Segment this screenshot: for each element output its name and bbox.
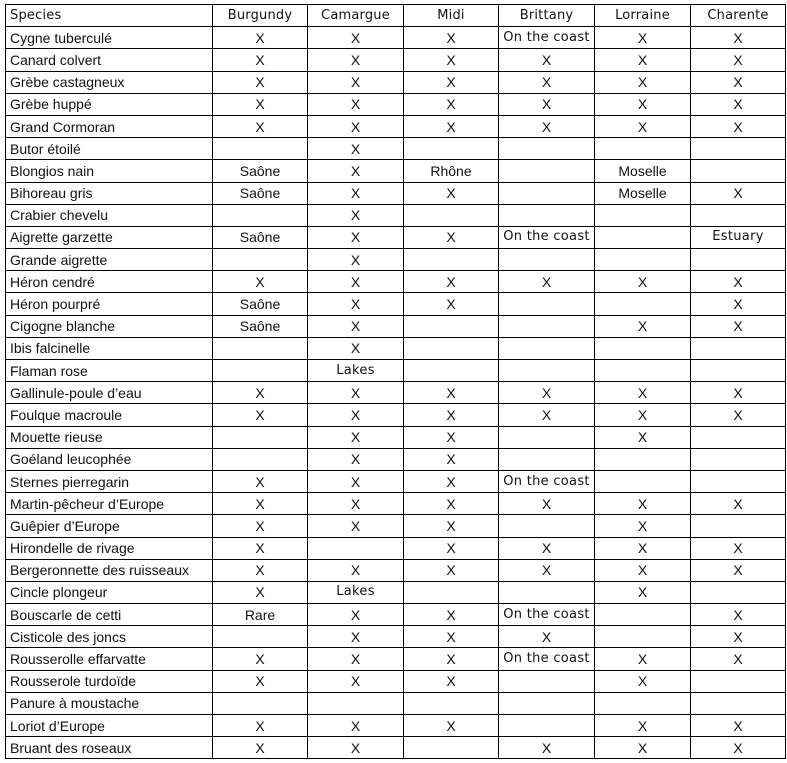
- presence-cell-camargue: X: [308, 448, 404, 470]
- presence-cell-camargue: X: [308, 337, 404, 359]
- presence-cell-burgundy: X: [213, 715, 308, 737]
- presence-cell-brittany: On the coast: [499, 226, 595, 248]
- presence-cell-midi: X: [404, 226, 499, 248]
- presence-cell-charente: [691, 160, 786, 182]
- presence-cell-camargue: X: [308, 670, 404, 692]
- presence-cell-burgundy: X: [213, 271, 308, 293]
- species-name-cell: Héron cendré: [6, 271, 213, 293]
- presence-cell-charente: X: [691, 27, 786, 49]
- presence-cell-charente: [691, 249, 786, 271]
- presence-cell-camargue: [308, 692, 404, 714]
- presence-cell-midi: X: [404, 404, 499, 426]
- presence-cell-camargue: X: [308, 648, 404, 670]
- presence-cell-lorraine: X: [595, 382, 691, 404]
- table-row: [6, 293, 786, 315]
- presence-cell-midi: [404, 138, 499, 160]
- presence-cell-camargue: X: [308, 160, 404, 182]
- presence-cell-burgundy: [213, 337, 308, 359]
- presence-cell-midi: X: [404, 382, 499, 404]
- presence-cell-charente: X: [691, 648, 786, 670]
- species-name-cell: Butor étoilé: [6, 138, 213, 160]
- presence-cell-brittany: On the coast: [499, 648, 595, 670]
- presence-cell-brittany: [499, 448, 595, 470]
- species-name-cell: Grèbe huppé: [6, 93, 213, 115]
- presence-cell-charente: X: [691, 49, 786, 71]
- presence-cell-midi: X: [404, 515, 499, 537]
- species-name-cell: Cincle plongeur: [6, 581, 213, 603]
- presence-cell-midi: [404, 315, 499, 337]
- presence-cell-charente: X: [691, 537, 786, 559]
- table-row: [6, 404, 786, 426]
- presence-cell-burgundy: X: [213, 537, 308, 559]
- presence-cell-lorraine: X: [595, 715, 691, 737]
- column-header-charente: Charente: [691, 5, 786, 27]
- presence-cell-lorraine: X: [595, 581, 691, 603]
- presence-cell-lorraine: [595, 204, 691, 226]
- species-name-cell: Cisticole des joncs: [6, 626, 213, 648]
- species-name-cell: Blongios nain: [6, 160, 213, 182]
- presence-cell-midi: X: [404, 93, 499, 115]
- presence-cell-lorraine: X: [595, 537, 691, 559]
- presence-cell-charente: X: [691, 71, 786, 93]
- presence-cell-lorraine: [595, 293, 691, 315]
- presence-cell-charente: [691, 337, 786, 359]
- presence-cell-midi: X: [404, 115, 499, 137]
- presence-cell-brittany: X: [499, 626, 595, 648]
- presence-cell-camargue: X: [308, 626, 404, 648]
- presence-cell-charente: X: [691, 115, 786, 137]
- table-row: [6, 115, 786, 137]
- column-header-lorraine: Lorraine: [595, 5, 691, 27]
- presence-cell-lorraine: [595, 626, 691, 648]
- presence-cell-burgundy: [213, 448, 308, 470]
- presence-cell-camargue: X: [308, 493, 404, 515]
- presence-cell-lorraine: X: [595, 648, 691, 670]
- species-name-cell: Bouscarle de cetti: [6, 604, 213, 626]
- presence-cell-brittany: X: [499, 559, 595, 581]
- species-name-cell: Flaman rose: [6, 360, 213, 382]
- presence-cell-midi: X: [404, 49, 499, 71]
- presence-cell-camargue: X: [308, 271, 404, 293]
- presence-cell-brittany: X: [499, 493, 595, 515]
- column-header-midi: Midi: [404, 5, 499, 27]
- presence-cell-burgundy: [213, 626, 308, 648]
- presence-cell-midi: X: [404, 27, 499, 49]
- presence-cell-lorraine: Moselle: [595, 182, 691, 204]
- presence-cell-camargue: X: [308, 715, 404, 737]
- presence-cell-midi: [404, 581, 499, 603]
- presence-cell-camargue: X: [308, 604, 404, 626]
- presence-cell-brittany: X: [499, 49, 595, 71]
- presence-cell-midi: X: [404, 182, 499, 204]
- table-row: [6, 604, 786, 626]
- presence-cell-burgundy: X: [213, 515, 308, 537]
- presence-cell-burgundy: Rare: [213, 604, 308, 626]
- presence-cell-burgundy: Saône: [213, 182, 308, 204]
- table-row: [6, 249, 786, 271]
- presence-cell-midi: X: [404, 271, 499, 293]
- presence-cell-midi: X: [404, 604, 499, 626]
- presence-cell-camargue: X: [308, 27, 404, 49]
- presence-cell-midi: X: [404, 559, 499, 581]
- presence-cell-charente: [691, 360, 786, 382]
- presence-cell-camargue: X: [308, 426, 404, 448]
- species-name-cell: Cygne tuberculé: [6, 27, 213, 49]
- species-name-cell: Martin-pêcheur d’Europe: [6, 493, 213, 515]
- table-row: [6, 448, 786, 470]
- presence-cell-midi: X: [404, 537, 499, 559]
- presence-cell-burgundy: Saône: [213, 226, 308, 248]
- presence-cell-burgundy: X: [213, 49, 308, 71]
- presence-cell-brittany: [499, 138, 595, 160]
- presence-cell-charente: X: [691, 493, 786, 515]
- presence-cell-brittany: [499, 670, 595, 692]
- presence-cell-charente: [691, 515, 786, 537]
- species-name-cell: Loriot d’Europe: [6, 715, 213, 737]
- presence-cell-lorraine: X: [595, 93, 691, 115]
- presence-cell-burgundy: Saône: [213, 315, 308, 337]
- species-name-cell: Ibis falcinelle: [6, 337, 213, 359]
- presence-cell-lorraine: [595, 337, 691, 359]
- presence-cell-lorraine: [595, 226, 691, 248]
- presence-cell-midi: [404, 249, 499, 271]
- presence-cell-midi: X: [404, 448, 499, 470]
- presence-cell-brittany: On the coast: [499, 27, 595, 49]
- presence-cell-lorraine: X: [595, 737, 691, 759]
- presence-cell-midi: X: [404, 293, 499, 315]
- presence-cell-charente: X: [691, 293, 786, 315]
- table-row: [6, 138, 786, 160]
- presence-cell-charente: X: [691, 315, 786, 337]
- presence-cell-burgundy: [213, 426, 308, 448]
- presence-cell-burgundy: X: [213, 93, 308, 115]
- presence-cell-lorraine: [595, 470, 691, 492]
- presence-cell-brittany: [499, 160, 595, 182]
- species-name-cell: Hirondelle de rivage: [6, 537, 213, 559]
- presence-cell-midi: X: [404, 493, 499, 515]
- presence-cell-charente: X: [691, 382, 786, 404]
- presence-cell-burgundy: X: [213, 115, 308, 137]
- presence-cell-camargue: X: [308, 71, 404, 93]
- table-row: [6, 648, 786, 670]
- table-row: [6, 692, 786, 714]
- table-row: [6, 160, 786, 182]
- presence-cell-lorraine: X: [595, 115, 691, 137]
- presence-cell-brittany: [499, 249, 595, 271]
- presence-cell-burgundy: X: [213, 470, 308, 492]
- presence-cell-midi: X: [404, 626, 499, 648]
- presence-cell-brittany: X: [499, 382, 595, 404]
- presence-cell-charente: X: [691, 737, 786, 759]
- species-name-cell: Bihoreau gris: [6, 182, 213, 204]
- presence-cell-midi: [404, 692, 499, 714]
- species-name-cell: Grande aigrette: [6, 249, 213, 271]
- presence-cell-charente: [691, 581, 786, 603]
- presence-cell-midi: X: [404, 648, 499, 670]
- species-name-cell: Bergeronnette des ruisseaux: [6, 559, 213, 581]
- column-header-species: Species: [6, 5, 213, 27]
- presence-cell-brittany: [499, 337, 595, 359]
- table-row: [6, 537, 786, 559]
- species-name-cell: Canard colvert: [6, 49, 213, 71]
- species-name-cell: Mouette rieuse: [6, 426, 213, 448]
- presence-cell-burgundy: X: [213, 581, 308, 603]
- table-row: [6, 337, 786, 359]
- presence-cell-midi: X: [404, 715, 499, 737]
- presence-cell-charente: [691, 426, 786, 448]
- presence-cell-midi: X: [404, 426, 499, 448]
- presence-cell-brittany: X: [499, 115, 595, 137]
- species-name-cell: Aigrette garzette: [6, 226, 213, 248]
- table-body: [6, 27, 786, 759]
- presence-cell-camargue: X: [308, 315, 404, 337]
- column-header-brittany: Brittany: [499, 5, 595, 27]
- presence-cell-burgundy: Saône: [213, 160, 308, 182]
- table-row: [6, 27, 786, 49]
- presence-cell-lorraine: X: [595, 71, 691, 93]
- species-name-cell: Grand Cormoran: [6, 115, 213, 137]
- table-row: [6, 515, 786, 537]
- presence-cell-burgundy: X: [213, 404, 308, 426]
- table-row: [6, 382, 786, 404]
- presence-cell-brittany: [499, 692, 595, 714]
- presence-cell-camargue: X: [308, 470, 404, 492]
- presence-cell-brittany: [499, 515, 595, 537]
- presence-cell-midi: [404, 337, 499, 359]
- presence-cell-lorraine: X: [595, 515, 691, 537]
- table-row: [6, 559, 786, 581]
- presence-cell-camargue: X: [308, 138, 404, 160]
- presence-cell-lorraine: X: [595, 670, 691, 692]
- species-name-cell: Panure à moustache: [6, 692, 213, 714]
- presence-cell-camargue: X: [308, 293, 404, 315]
- presence-cell-charente: X: [691, 626, 786, 648]
- table-row: [6, 670, 786, 692]
- presence-cell-camargue: X: [308, 204, 404, 226]
- species-name-cell: Rousserole turdoïde: [6, 670, 213, 692]
- table-row: [6, 626, 786, 648]
- presence-cell-charente: X: [691, 604, 786, 626]
- presence-cell-brittany: On the coast: [499, 470, 595, 492]
- presence-cell-lorraine: [595, 692, 691, 714]
- presence-cell-burgundy: [213, 249, 308, 271]
- table-row: [6, 581, 786, 603]
- presence-cell-midi: X: [404, 71, 499, 93]
- presence-cell-charente: [691, 138, 786, 160]
- presence-cell-brittany: [499, 715, 595, 737]
- presence-cell-camargue: Lakes: [308, 360, 404, 382]
- presence-cell-charente: X: [691, 271, 786, 293]
- species-name-cell: Goéland leucophée: [6, 448, 213, 470]
- presence-cell-camargue: X: [308, 515, 404, 537]
- presence-cell-brittany: On the coast: [499, 604, 595, 626]
- column-header-burgundy: Burgundy: [213, 5, 308, 27]
- presence-cell-lorraine: X: [595, 27, 691, 49]
- presence-cell-camargue: X: [308, 737, 404, 759]
- presence-cell-lorraine: X: [595, 404, 691, 426]
- presence-cell-midi: Rhône: [404, 160, 499, 182]
- presence-cell-charente: [691, 470, 786, 492]
- presence-cell-midi: [404, 360, 499, 382]
- species-name-cell: Guêpier d’Europe: [6, 515, 213, 537]
- presence-cell-brittany: X: [499, 271, 595, 293]
- table-row: [6, 271, 786, 293]
- table-row: [6, 204, 786, 226]
- presence-cell-burgundy: X: [213, 670, 308, 692]
- species-name-cell: Grèbe castagneux: [6, 71, 213, 93]
- presence-cell-lorraine: X: [595, 493, 691, 515]
- presence-cell-brittany: [499, 182, 595, 204]
- species-name-cell: Gallinule-poule d’eau: [6, 382, 213, 404]
- presence-cell-lorraine: Moselle: [595, 160, 691, 182]
- table-row: [6, 71, 786, 93]
- table-row: [6, 737, 786, 759]
- presence-cell-burgundy: X: [213, 559, 308, 581]
- presence-cell-midi: X: [404, 670, 499, 692]
- presence-cell-burgundy: Saône: [213, 293, 308, 315]
- presence-cell-lorraine: [595, 360, 691, 382]
- presence-cell-camargue: [308, 537, 404, 559]
- table-row: [6, 426, 786, 448]
- presence-cell-camargue: X: [308, 115, 404, 137]
- table-row: [6, 493, 786, 515]
- table-row: [6, 715, 786, 737]
- presence-cell-brittany: [499, 426, 595, 448]
- presence-cell-camargue: X: [308, 49, 404, 71]
- presence-cell-charente: [691, 204, 786, 226]
- presence-cell-charente: X: [691, 559, 786, 581]
- presence-cell-midi: [404, 204, 499, 226]
- presence-cell-lorraine: X: [595, 271, 691, 293]
- species-name-cell: Rousserolle effarvatte: [6, 648, 213, 670]
- species-distribution-table: [5, 4, 786, 759]
- presence-cell-lorraine: [595, 604, 691, 626]
- presence-cell-midi: X: [404, 470, 499, 492]
- species-name-cell: Cigogne blanche: [6, 315, 213, 337]
- table-row: [6, 360, 786, 382]
- presence-cell-lorraine: X: [595, 559, 691, 581]
- presence-cell-camargue: X: [308, 226, 404, 248]
- presence-cell-burgundy: X: [213, 648, 308, 670]
- table-row: [6, 93, 786, 115]
- table-row: [6, 470, 786, 492]
- presence-cell-lorraine: [595, 249, 691, 271]
- presence-cell-burgundy: [213, 138, 308, 160]
- presence-cell-burgundy: X: [213, 27, 308, 49]
- presence-cell-brittany: [499, 293, 595, 315]
- column-header-camargue: Camargue: [308, 5, 404, 27]
- presence-cell-burgundy: X: [213, 737, 308, 759]
- presence-cell-charente: X: [691, 93, 786, 115]
- presence-cell-camargue: Lakes: [308, 581, 404, 603]
- species-name-cell: Foulque macroule: [6, 404, 213, 426]
- presence-cell-brittany: X: [499, 71, 595, 93]
- species-name-cell: Héron pourpré: [6, 293, 213, 315]
- presence-cell-brittany: [499, 315, 595, 337]
- presence-cell-charente: Estuary: [691, 226, 786, 248]
- presence-cell-burgundy: [213, 204, 308, 226]
- presence-cell-charente: [691, 692, 786, 714]
- presence-cell-brittany: [499, 581, 595, 603]
- presence-cell-brittany: X: [499, 93, 595, 115]
- presence-cell-burgundy: X: [213, 71, 308, 93]
- presence-cell-lorraine: X: [595, 315, 691, 337]
- species-name-cell: Bruant des roseaux: [6, 737, 213, 759]
- table-row: [6, 315, 786, 337]
- presence-cell-lorraine: X: [595, 49, 691, 71]
- presence-cell-charente: [691, 448, 786, 470]
- presence-cell-camargue: X: [308, 93, 404, 115]
- table-row: [6, 226, 786, 248]
- presence-cell-burgundy: [213, 692, 308, 714]
- presence-cell-lorraine: [595, 448, 691, 470]
- presence-cell-charente: X: [691, 715, 786, 737]
- presence-cell-brittany: X: [499, 737, 595, 759]
- presence-cell-burgundy: [213, 360, 308, 382]
- presence-cell-brittany: X: [499, 537, 595, 559]
- species-name-cell: Crabier chevelu: [6, 204, 213, 226]
- presence-cell-brittany: X: [499, 404, 595, 426]
- header-row: [6, 5, 786, 27]
- species-name-cell: Sternes pierregarin: [6, 470, 213, 492]
- presence-cell-lorraine: X: [595, 426, 691, 448]
- table-row: [6, 182, 786, 204]
- presence-cell-camargue: X: [308, 382, 404, 404]
- presence-cell-camargue: X: [308, 559, 404, 581]
- presence-cell-camargue: X: [308, 249, 404, 271]
- presence-cell-brittany: [499, 360, 595, 382]
- presence-cell-camargue: X: [308, 182, 404, 204]
- presence-cell-midi: [404, 737, 499, 759]
- presence-cell-charente: [691, 670, 786, 692]
- presence-cell-lorraine: [595, 138, 691, 160]
- presence-cell-brittany: [499, 204, 595, 226]
- table-row: [6, 49, 786, 71]
- presence-cell-burgundy: X: [213, 382, 308, 404]
- presence-cell-burgundy: X: [213, 493, 308, 515]
- presence-cell-camargue: X: [308, 404, 404, 426]
- presence-cell-charente: X: [691, 182, 786, 204]
- presence-cell-charente: X: [691, 404, 786, 426]
